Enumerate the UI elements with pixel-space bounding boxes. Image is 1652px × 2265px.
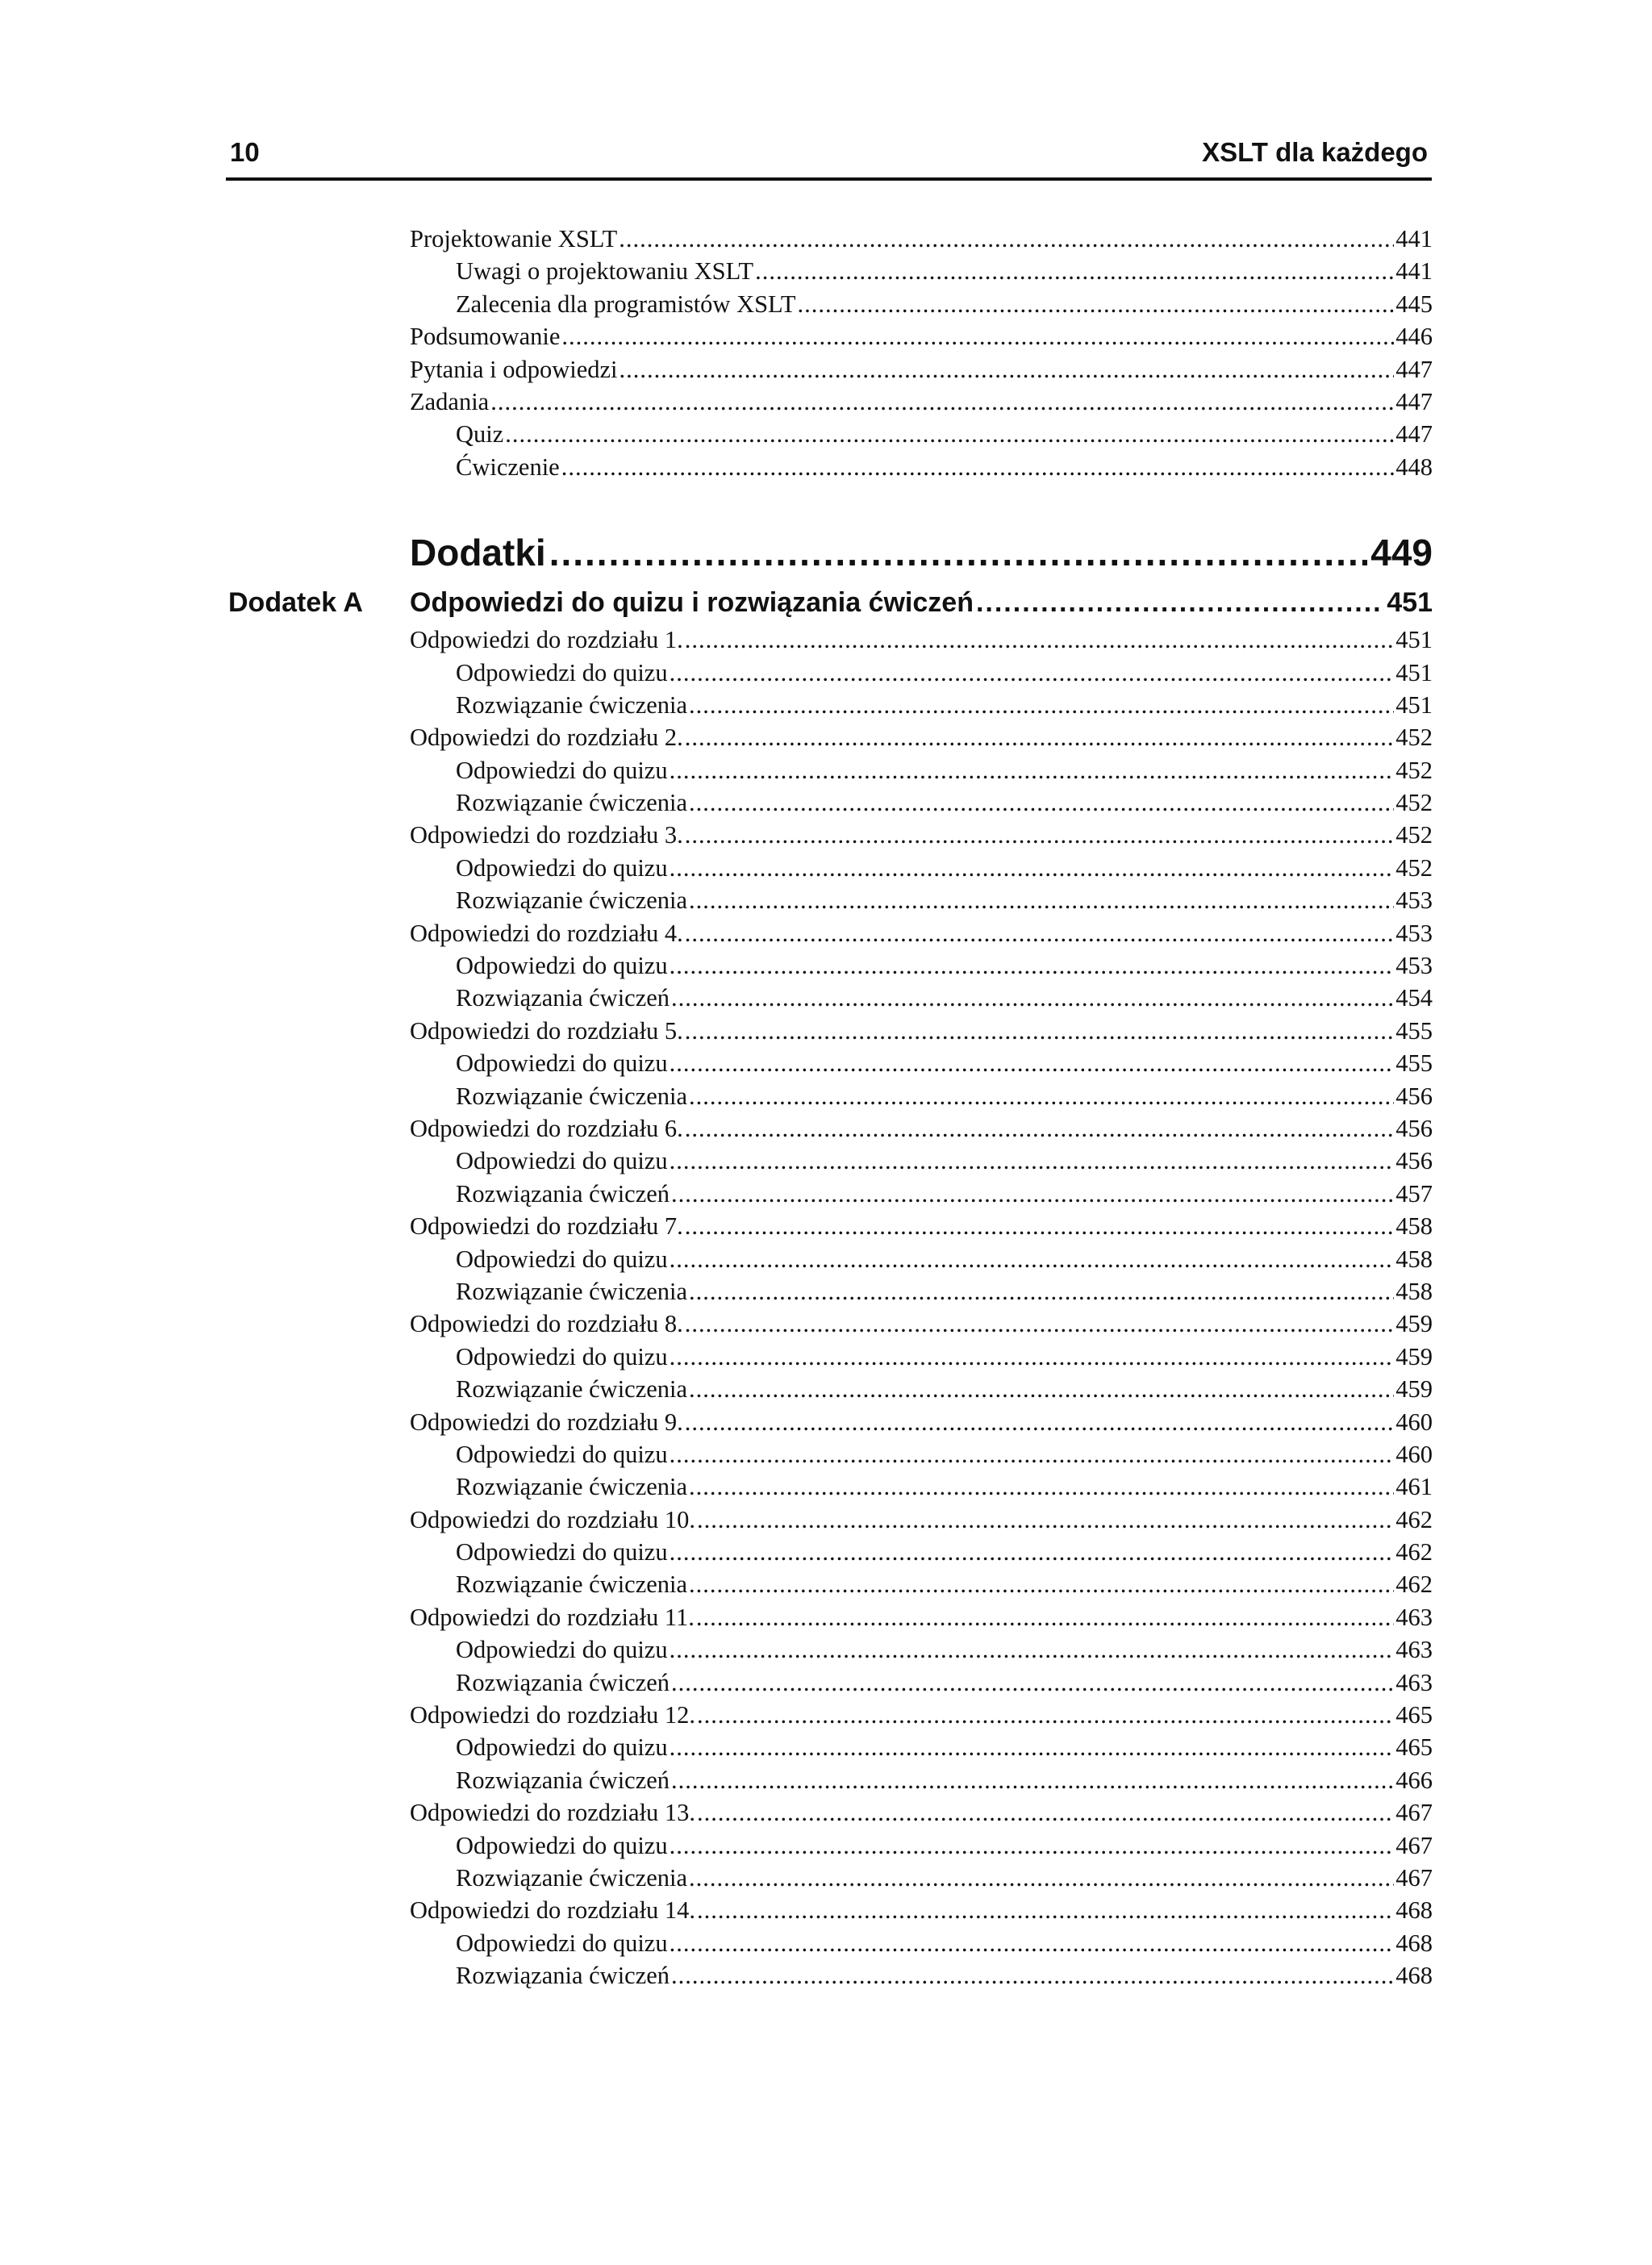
toc-entry-label: Odpowiedzi do rozdziału 10. [410, 1505, 696, 1533]
toc-entry-page: 468 [1395, 1929, 1433, 1957]
toc-entry-page: 447 [1395, 355, 1433, 383]
toc-entry-page: 465 [1395, 1733, 1433, 1762]
toc-entry-label: Rozwiązanie ćwiczenia [456, 1082, 688, 1110]
toc-entry[interactable] [410, 1699, 1433, 1731]
dot-leader [670, 852, 1395, 884]
toc-entry[interactable] [410, 917, 1433, 949]
toc-subentry[interactable] [410, 1047, 1433, 1079]
toc-entry-page: 462 [1395, 1505, 1433, 1533]
toc-entry-label: Odpowiedzi do quizu [456, 756, 668, 784]
toc-entry-label: Rozwiązanie ćwiczenia [456, 1277, 688, 1305]
toc-entry-page: 459 [1395, 1342, 1433, 1370]
toc-entry-page: 463 [1395, 1668, 1433, 1696]
dot-leader [685, 917, 1394, 949]
dot-leader [685, 819, 1394, 851]
dot-leader [670, 1438, 1395, 1470]
toc-entry-page: 451 [1395, 658, 1433, 686]
dot-leader [561, 451, 1395, 483]
toc-entry-label: Odpowiedzi do rozdziału 5. [410, 1016, 683, 1045]
toc-entry-label: Odpowiedzi do quizu [456, 853, 668, 882]
toc-entry-page: 448 [1395, 453, 1433, 481]
toc-entry-label: Odpowiedzi do quizu [456, 1636, 668, 1664]
toc-subentry[interactable] [410, 1633, 1433, 1666]
dot-leader [670, 949, 1395, 982]
toc-entry-label: Rozwiązania ćwiczeń [456, 1668, 670, 1696]
toc-entry-label: Odpowiedzi do rozdziału 3. [410, 821, 683, 849]
toc-entry-page: 456 [1395, 1082, 1433, 1110]
toc-entry-page: 447 [1395, 420, 1433, 448]
dot-leader [697, 1504, 1394, 1536]
dot-leader [685, 1112, 1394, 1145]
toc-entry[interactable] [410, 223, 1433, 255]
toc-entry-page: 452 [1395, 724, 1433, 752]
toc-subentry[interactable] [410, 1829, 1433, 1862]
toc-entry-label: Rozwiązania ćwiczeń [456, 1179, 670, 1208]
toc-entry[interactable] [410, 1308, 1433, 1340]
toc-entry-page: 446 [1395, 323, 1433, 351]
toc-entry-page: 459 [1395, 1310, 1433, 1338]
dot-leader [671, 1764, 1394, 1796]
toc-entry[interactable] [410, 1210, 1433, 1242]
dot-leader [670, 1731, 1395, 1763]
dot-leader [670, 1047, 1395, 1079]
toc-entry-label: Odpowiedzi do rozdziału 7. [410, 1212, 683, 1241]
toc-entry-label: Rozwiązanie ćwiczenia [456, 690, 688, 719]
toc-entry-page: 455 [1395, 1016, 1433, 1045]
toc-entry-label: Rozwiązanie ćwiczenia [456, 886, 688, 915]
toc-subentry[interactable] [410, 884, 1433, 916]
toc-entry[interactable] [410, 1601, 1433, 1633]
toc-entry-label: Podsumowanie [410, 323, 561, 351]
toc-subentry[interactable] [410, 1080, 1433, 1112]
toc-entry[interactable] [410, 1504, 1433, 1536]
toc-entry-page: 467 [1395, 1831, 1433, 1859]
toc-subentry[interactable] [410, 1438, 1433, 1470]
dot-leader [689, 786, 1394, 819]
dot-leader [670, 1536, 1395, 1568]
toc-entry-page: 459 [1395, 1375, 1433, 1404]
dot-leader [671, 1178, 1394, 1210]
toc-entry-page: 452 [1395, 853, 1433, 882]
toc-subentry[interactable] [410, 1731, 1433, 1763]
toc-entry-label: Rozwiązanie ćwiczenia [456, 1570, 688, 1599]
toc-entry-page: 463 [1395, 1636, 1433, 1664]
toc-entry-page: 462 [1395, 1538, 1433, 1566]
dot-leader [561, 320, 1394, 352]
dot-leader [689, 1373, 1394, 1405]
toc-entry-page: 441 [1395, 257, 1433, 286]
toc-entry[interactable] [410, 1796, 1433, 1829]
dot-leader [697, 1699, 1394, 1731]
running-title: XSLT dla każdego [1202, 137, 1428, 167]
toc-entry-page: 451 [1395, 626, 1433, 654]
dot-leader [697, 1796, 1394, 1829]
toc-entry-page: 453 [1395, 919, 1433, 947]
toc-entry-page: 463 [1395, 1603, 1433, 1631]
toc-entry-label: Rozwiązania ćwiczeń [456, 1766, 670, 1794]
dot-leader [689, 1275, 1394, 1308]
dot-leader [549, 525, 1368, 580]
toc-entry-page: 458 [1395, 1245, 1433, 1273]
toc-entry-page: 441 [1395, 225, 1433, 252]
toc-entry-page: 454 [1395, 984, 1433, 1012]
dot-leader [689, 1862, 1394, 1894]
toc-entry[interactable] [410, 1112, 1433, 1145]
toc-subentry[interactable] [410, 1470, 1433, 1503]
dot-leader [976, 582, 1384, 624]
appendix-tag: Dodatek A [228, 587, 363, 619]
toc-entry-page: 466 [1395, 1766, 1433, 1794]
dot-leader [689, 689, 1394, 721]
toc-entry-page: 461 [1395, 1473, 1433, 1501]
dot-leader [685, 1015, 1394, 1047]
toc-subentry[interactable] [410, 1373, 1433, 1405]
toc-entry-label: Odpowiedzi do rozdziału 1. [410, 626, 683, 654]
dot-leader [670, 754, 1395, 786]
toc-entry[interactable] [410, 386, 1433, 418]
toc-entry-page: 460 [1395, 1408, 1433, 1436]
toc-subentry[interactable] [410, 1243, 1433, 1275]
toc-entry-label: Odpowiedzi do quizu [456, 658, 668, 686]
dot-leader [490, 386, 1394, 418]
dot-leader [671, 982, 1394, 1014]
toc-entry[interactable] [410, 353, 1433, 386]
toc-entry-page: 467 [1395, 1863, 1433, 1892]
dot-leader [670, 657, 1395, 689]
toc-entry-label: Odpowiedzi do quizu [456, 1147, 668, 1175]
table-of-contents [228, 223, 1433, 1992]
toc-entry-label: Odpowiedzi do quizu [456, 1342, 668, 1370]
appendix-heading[interactable] [228, 582, 1433, 624]
dot-leader [689, 1470, 1394, 1503]
toc-subentry[interactable] [410, 689, 1433, 721]
dot-leader [619, 223, 1394, 255]
toc-entry-page: 445 [1395, 290, 1433, 318]
toc-entry-page: 457 [1395, 1179, 1433, 1208]
dot-leader [670, 1829, 1395, 1862]
dot-leader [689, 1080, 1394, 1112]
toc-entry-label: Odpowiedzi do rozdziału 9. [410, 1408, 683, 1436]
toc-subentry[interactable] [410, 949, 1433, 982]
dot-leader [689, 884, 1394, 916]
toc-entry-page: 447 [1395, 387, 1433, 415]
toc-entry-label: Odpowiedzi do rozdziału 12. [410, 1701, 696, 1729]
toc-entry-label: Zalecenia dla programistów XSLT [456, 290, 796, 318]
toc-entry[interactable] [410, 721, 1433, 753]
dot-leader [697, 1894, 1394, 1926]
dot-leader [670, 1927, 1395, 1959]
page-header [226, 129, 1432, 181]
toc-entry-label: Uwagi o projektowaniu XSLT [456, 257, 754, 286]
appendix-page: 451 [1387, 587, 1433, 619]
toc-entry-label: Rozwiązanie ćwiczenia [456, 1375, 688, 1404]
toc-entry-label: Odpowiedzi do rozdziału 2. [410, 724, 683, 752]
toc-subentry[interactable] [410, 255, 1433, 287]
dot-leader [798, 288, 1395, 320]
toc-subentry[interactable] [410, 451, 1433, 483]
toc-entry-label: Odpowiedzi do quizu [456, 1929, 668, 1957]
toc-subentry[interactable] [410, 657, 1433, 689]
toc-entry-page: 468 [1395, 1962, 1433, 1990]
toc-subentry[interactable] [410, 288, 1433, 320]
toc-entry-label: Ćwiczenie [456, 453, 560, 481]
dot-leader [670, 1145, 1395, 1177]
toc-entry[interactable] [410, 624, 1433, 656]
toc-entry-label: Rozwiązania ćwiczeń [456, 984, 670, 1012]
toc-entry-page: 455 [1395, 1049, 1433, 1078]
dot-leader [670, 1243, 1395, 1275]
toc-subentry[interactable] [410, 1764, 1433, 1796]
toc-subentry[interactable] [410, 982, 1433, 1014]
toc-subentry[interactable] [410, 418, 1433, 450]
toc-entry-label: Zadania [410, 387, 490, 415]
toc-entry-page: 462 [1395, 1570, 1433, 1599]
dot-leader [685, 1210, 1394, 1242]
toc-entry-label: Odpowiedzi do quizu [456, 1733, 668, 1762]
toc-entry-label: Odpowiedzi do quizu [456, 1831, 668, 1859]
toc-entry-label: Odpowiedzi do rozdziału 14. [410, 1896, 696, 1925]
toc-appendix-list [410, 624, 1433, 1992]
dot-leader [696, 1601, 1394, 1633]
toc-subentry[interactable] [410, 1862, 1433, 1894]
toc-entry-label: Rozwiązanie ćwiczenia [456, 789, 688, 817]
toc-entry-label: Odpowiedzi do quizu [456, 1538, 668, 1566]
dot-leader [685, 624, 1394, 656]
toc-entry-label: Odpowiedzi do quizu [456, 1440, 668, 1468]
toc-entry-page: 456 [1395, 1114, 1433, 1142]
dot-leader [685, 1308, 1394, 1340]
toc-entry-page: 452 [1395, 821, 1433, 849]
toc-entry-label: Rozwiązania ćwiczeń [456, 1962, 670, 1990]
toc-subentry[interactable] [410, 1536, 1433, 1568]
toc-entry-label: Odpowiedzi do quizu [456, 952, 668, 980]
toc-entry-label: Projektowanie XSLT [410, 225, 618, 252]
toc-entry-page: 458 [1395, 1277, 1433, 1305]
toc-entry-label: Odpowiedzi do quizu [456, 1245, 668, 1273]
toc-entry-label: Odpowiedzi do quizu [456, 1049, 668, 1078]
toc-entry[interactable] [410, 320, 1433, 352]
toc-subentry[interactable] [410, 754, 1433, 786]
toc-entry-label: Odpowiedzi do rozdziału 6. [410, 1114, 683, 1142]
toc-subentry[interactable] [410, 1341, 1433, 1373]
toc-subentry[interactable] [410, 852, 1433, 884]
toc-subentry[interactable] [410, 786, 1433, 819]
toc-entry-label: Odpowiedzi do rozdziału 13. [410, 1799, 696, 1827]
part-page: 449 [1370, 532, 1433, 574]
toc-entry[interactable] [410, 1015, 1433, 1047]
part-heading[interactable] [410, 525, 1433, 580]
toc-entry[interactable] [410, 1406, 1433, 1438]
toc-entry-page: 453 [1395, 952, 1433, 980]
toc-subentry[interactable] [410, 1275, 1433, 1308]
toc-entry-label: Odpowiedzi do rozdziału 4. [410, 919, 683, 947]
toc-entry-page: 452 [1395, 756, 1433, 784]
toc-subentry[interactable] [410, 1927, 1433, 1959]
toc-entry-label: Quiz [456, 420, 504, 448]
toc-entry-page: 468 [1395, 1896, 1433, 1925]
toc-entry[interactable] [410, 819, 1433, 851]
dot-leader [670, 1341, 1395, 1373]
toc-entry-page: 451 [1395, 690, 1433, 719]
dot-leader [620, 353, 1395, 386]
dot-leader [670, 1633, 1395, 1666]
appendix-title: Odpowiedzi do quizu i rozwiązania ćwiczeń [410, 587, 974, 619]
dot-leader [755, 255, 1394, 287]
dot-leader [689, 1568, 1394, 1600]
toc-top-list [410, 223, 1433, 483]
dot-leader [671, 1666, 1394, 1699]
dot-leader [671, 1959, 1394, 1992]
toc-entry-page: 453 [1395, 886, 1433, 915]
toc-subentry[interactable] [410, 1666, 1433, 1699]
dot-leader [685, 721, 1394, 753]
toc-entry-page: 465 [1395, 1701, 1433, 1729]
toc-subentry[interactable] [410, 1959, 1433, 1992]
page-number: 10 [230, 137, 260, 167]
toc-entry-page: 460 [1395, 1440, 1433, 1468]
toc-subentry[interactable] [410, 1145, 1433, 1177]
toc-entry-page: 452 [1395, 789, 1433, 817]
toc-entry-label: Pytania i odpowiedzi [410, 355, 618, 383]
toc-entry[interactable] [410, 1894, 1433, 1926]
toc-entry-label: Odpowiedzi do rozdziału 8. [410, 1310, 683, 1338]
toc-entry-page: 467 [1395, 1799, 1433, 1827]
toc-entry-page: 458 [1395, 1212, 1433, 1241]
dot-leader [685, 1406, 1394, 1438]
toc-entry-label: Rozwiązanie ćwiczenia [456, 1863, 688, 1892]
toc-subentry[interactable] [410, 1178, 1433, 1210]
toc-entry-label: Odpowiedzi do rozdziału 11. [410, 1603, 695, 1631]
toc-entry-label: Rozwiązanie ćwiczenia [456, 1473, 688, 1501]
part-title: Dodatki [410, 532, 546, 574]
toc-subentry[interactable] [410, 1568, 1433, 1600]
toc-entry-page: 456 [1395, 1147, 1433, 1175]
dot-leader [505, 418, 1394, 450]
